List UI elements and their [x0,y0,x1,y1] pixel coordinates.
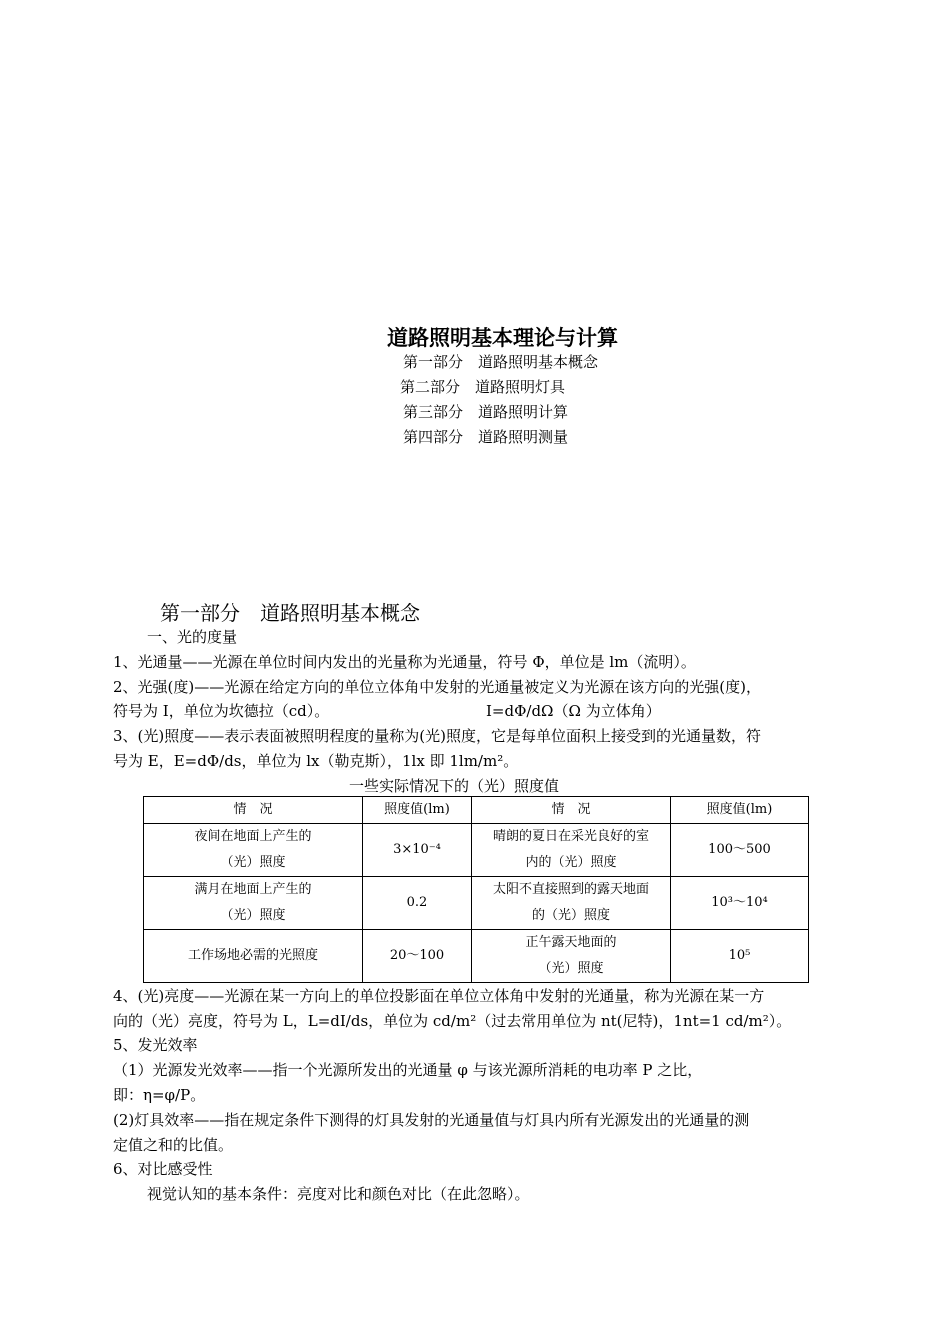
cell-line: 太阳不直接照到的露天地面 [492,882,649,897]
table-cell: 0.2 [363,877,472,930]
paragraph-luminance-line1: 4、(光)亮度——光源在某一方向上的单位投影面在单位立体角中发射的光通量，称为光源在某一方 [113,987,765,1005]
paragraph-intensity-line2a: 符号为 I，单位为坎德拉（cd）。 [113,702,330,720]
toc-item-3: 第三部分 道路照明计算 [403,403,569,421]
toc-item-1: 第一部分 道路照明基本概念 [403,353,599,371]
paragraph-luminous-flux: 1、光通量——光源在单位时间内发出的光量称为光通量，符号 Φ，单位是 lm（流明）。 [113,653,696,671]
paragraph-luminance-line2: 向的（光）亮度，符号为 L，L=dI/ds，单位为 cd/m²（过去常用单位为 nt(尼特)，1nt=1 cd/m²）。 [113,1012,792,1030]
paragraph-efficacy-1-line2: 即：η=φ/P。 [113,1086,206,1104]
cell-line: 正午露天地面的 [525,935,617,950]
table-cell [472,877,671,930]
paragraph-efficacy-2-line1: (2)灯具效率——指在规定条件下测得的灯具发射的光通量值与灯具内所有光源发出的光通量的测 [113,1111,750,1129]
cell-line: 的（光）照度 [531,908,610,923]
cell-line: 夜间在地面上产生的 [194,829,312,844]
table-cell: 100～500 [671,824,809,877]
table-cell [144,824,363,877]
table-cell [472,824,671,877]
paragraph-efficacy-1-line1: （1）光源发光效率——指一个光源所发出的光通量 φ 与该光源所消耗的电功率 P 之比， [113,1061,703,1079]
table-header-cell: 情 况 [144,797,363,824]
table-row [144,930,809,983]
paragraph-illuminance-line2: 号为 E，E=dΦ/ds，单位为 lx（勒克斯），1lx 即 1lm/m²。 [113,752,519,770]
cell-line: （光）照度 [538,961,604,976]
paragraph-illuminance-line1: 3、(光)照度——表示表面被照明程度的量称为(光)照度，它是每单位面积上接受到的光通量数，符 [113,727,761,745]
table-row [144,877,809,930]
table-cell: 10³～10⁴ [671,877,809,930]
part-heading: 第一部分 道路照明基本概念 [160,601,420,625]
table-cell: 3×10⁻⁴ [363,824,472,877]
table-header-cell: 照度值(lm) [671,797,809,824]
paragraph-contrast-heading: 6、对比感受性 [113,1160,213,1178]
toc-item-4: 第四部分 道路照明测量 [403,428,569,446]
paragraph-efficacy-2-line2: 定值之和的比值。 [113,1136,234,1154]
table-header-row [144,797,809,824]
table-cell [144,877,363,930]
cell-line: （光）照度 [220,855,286,870]
table-header-cell: 情 况 [472,797,671,824]
paragraph-intensity-line1: 2、光强(度)——光源在给定方向的单位立体角中发射的光通量被定义为光源在该方向的光强(度)， [113,678,761,696]
document-title: 道路照明基本理论与计算 [387,326,618,350]
cell-line: （光）照度 [220,908,286,923]
table-header-cell: 照度值(lm) [363,797,472,824]
illuminance-table [143,796,809,983]
table-cell [472,930,671,983]
table-row [144,824,809,877]
table-cell: 工作场地必需的光照度 [144,930,363,983]
cell-line: 晴朗的夏日在采光良好的室 [492,829,649,844]
toc-item-2: 第二部分 道路照明灯具 [400,378,566,396]
cell-line: 内的（光）照度 [525,855,617,870]
formula-intensity: I=dΦ/dΩ（Ω 为立体角） [486,702,661,720]
paragraph-efficacy-heading: 5、发光效率 [113,1036,198,1054]
section-heading: 一、光的度量 [147,628,238,646]
table-caption: 一些实际情况下的（光）照度值 [349,777,560,795]
cell-line: 满月在地面上产生的 [194,882,312,897]
paragraph-contrast-body: 视觉认知的基本条件：亮度对比和颜色对比（在此忽略）。 [147,1185,530,1203]
table-cell: 20～100 [363,930,472,983]
table-cell: 10⁵ [671,930,809,983]
